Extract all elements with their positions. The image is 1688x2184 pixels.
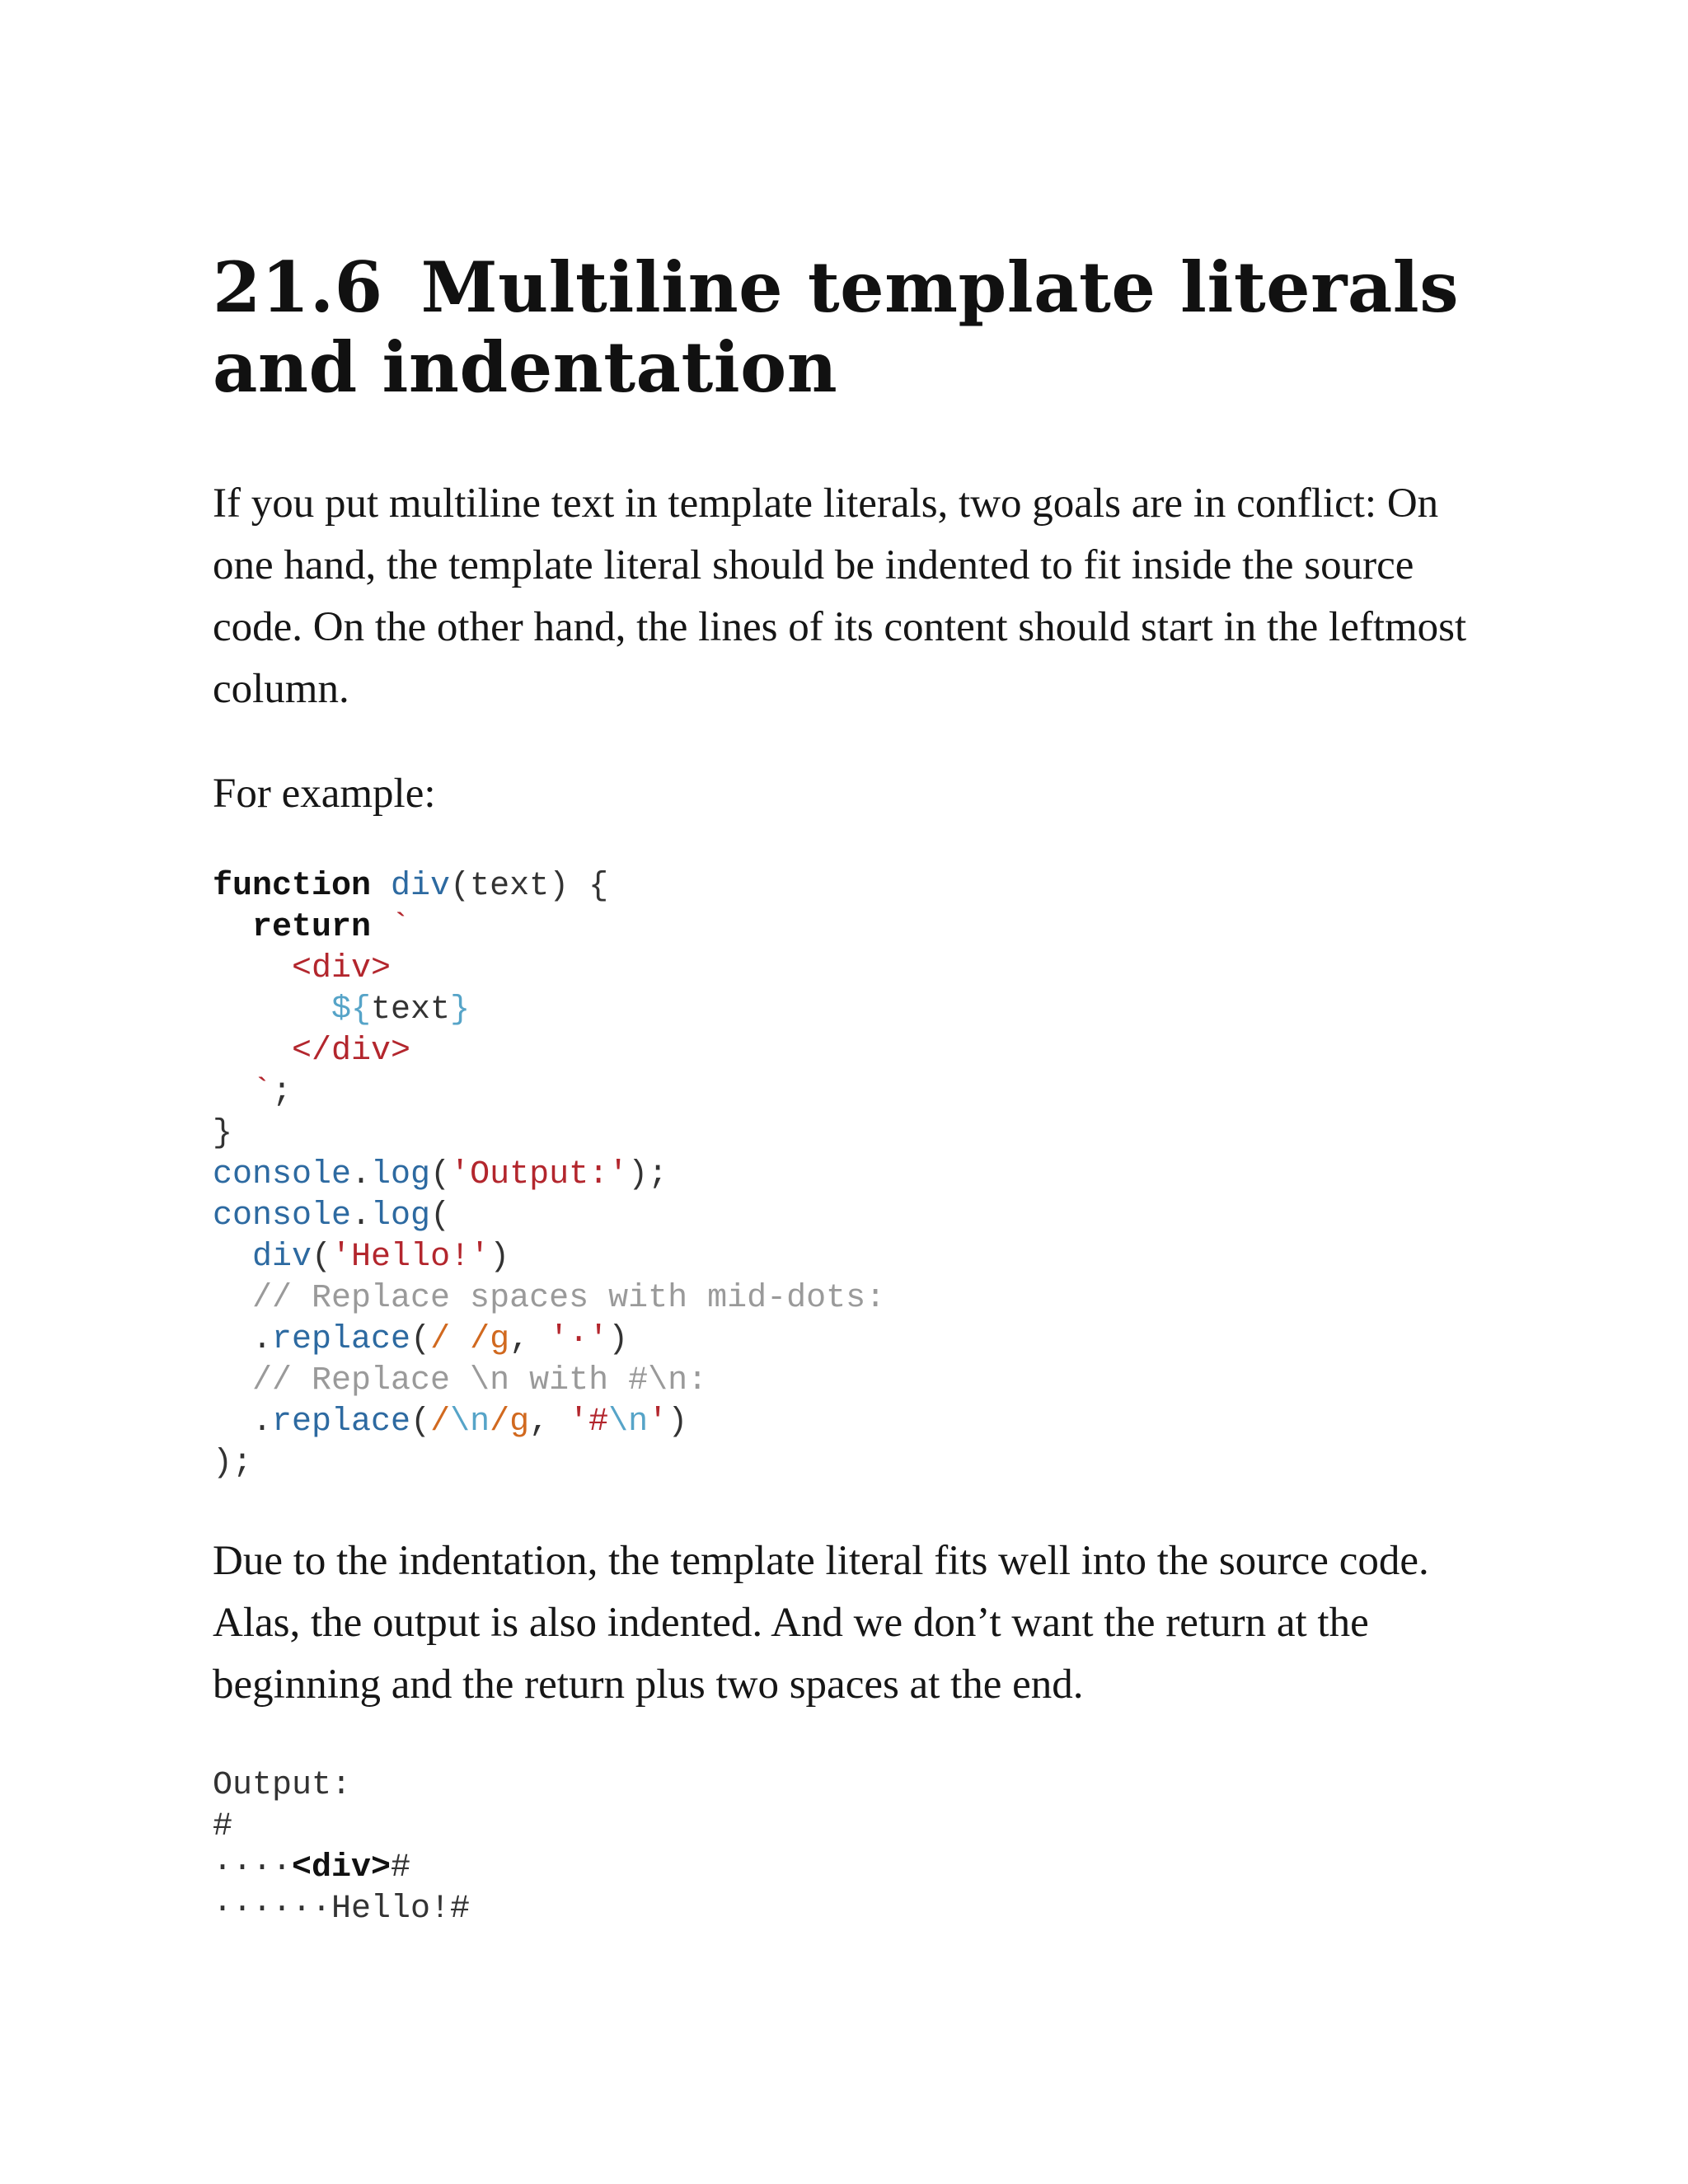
- code-line-12: .replace(/ /g, '·'): [252, 1321, 629, 1358]
- output-line-2: #: [213, 1808, 233, 1845]
- section-title: Multiline template literals and indentation: [213, 246, 1459, 408]
- code-line-13: // Replace \n with #\n:: [252, 1362, 708, 1399]
- code-line-3: <div>: [292, 950, 392, 987]
- code-line-2: return `: [252, 909, 411, 946]
- intro-paragraph: If you put multiline text in template literals, two goals are in conflict: On one hand, the template literal should be indented to fit inside the source code. On the other hand, the lines of its content should start in the leftmost column.: [213, 480, 1467, 712]
- code-example-block: [213, 866, 1498, 1484]
- code-line-10: div('Hello!'): [252, 1239, 510, 1276]
- output-example-block: [213, 1765, 1498, 1930]
- code-line-4: ${text}: [331, 991, 471, 1029]
- section-number: 21.6: [213, 246, 383, 328]
- output-line-1: Output:: [213, 1767, 352, 1804]
- code-line-8: console.log('Output:');: [213, 1156, 668, 1193]
- page-content: [213, 247, 1498, 1930]
- output-line-3: ····<div>#: [213, 1849, 411, 1886]
- code-line-7: }: [213, 1115, 233, 1152]
- explanation-paragraph: Due to the indentation, the template literal fits well into the source code. Alas, the output is also indented. And we don’t want the return at the beginning and the return plus two spaces at the end.: [213, 1538, 1429, 1708]
- output-line-4: ······Hello!#: [213, 1891, 471, 1928]
- code-line-6: `;: [252, 1074, 293, 1111]
- section-heading: [213, 247, 1498, 407]
- code-line-15: );: [213, 1445, 253, 1482]
- code-line-9: console.log(: [213, 1197, 451, 1235]
- example-intro-paragraph: For example:: [213, 771, 436, 817]
- code-line-1: function div(text) {: [213, 868, 609, 905]
- code-line-11: // Replace spaces with mid-dots:: [252, 1280, 886, 1317]
- code-line-14: .replace(/\n/g, '#\n'): [252, 1404, 688, 1441]
- code-line-5: </div>: [292, 1033, 411, 1070]
